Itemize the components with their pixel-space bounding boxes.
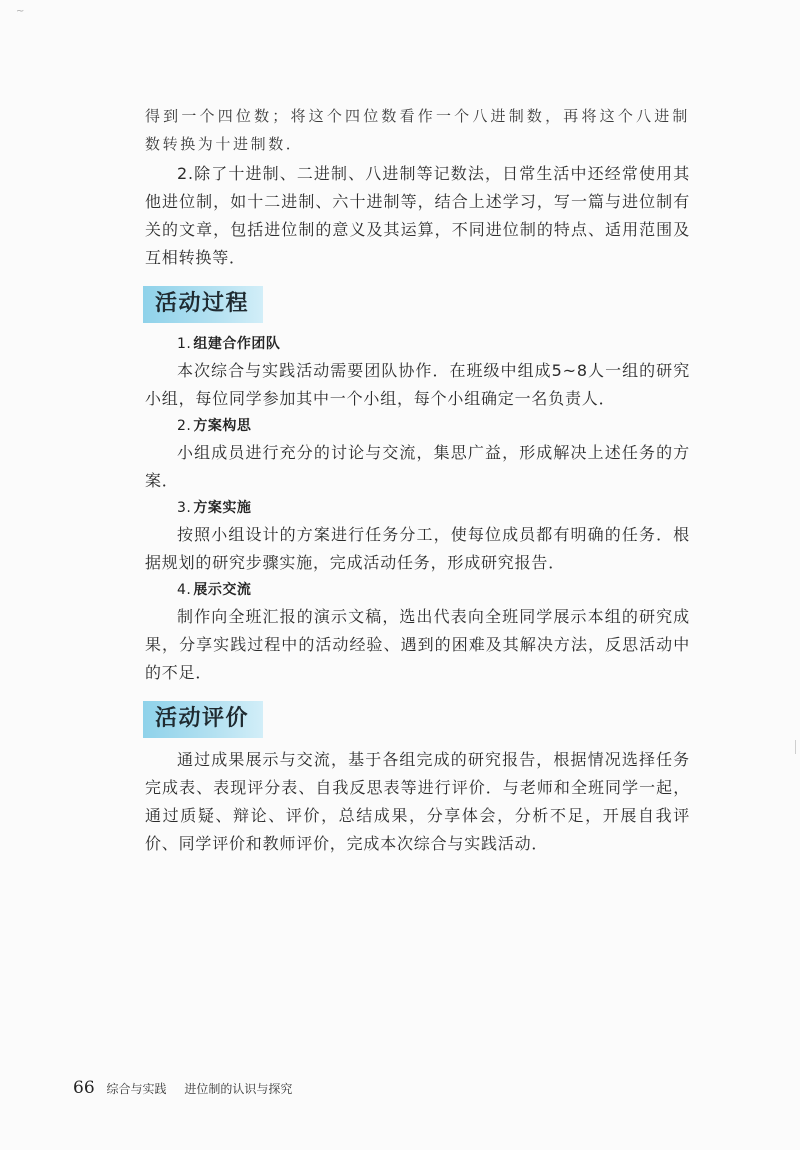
page-content bbox=[145, 102, 690, 858]
step-text: 本次综合与实践活动需要团队协作．在班级中组成5~8人一组的研究小组，每位同学参加其中一个小组，每个小组确定一名负责人． bbox=[145, 361, 690, 408]
step-title: 方案构思 bbox=[193, 418, 252, 434]
section-heading-evaluation: 活动评价 bbox=[143, 701, 263, 738]
step-number: 2. bbox=[177, 418, 192, 434]
step-text: 制作向全班汇报的演示文稿，选出代表向全班同学展示本组的研究成果，分享实践过程中的活动经验、遇到的困难及其解决方法，反思活动中的不足． bbox=[145, 607, 690, 682]
step-number: 1. bbox=[177, 336, 192, 352]
footer-chapter-title: 进位制的认识与探究 bbox=[184, 1082, 293, 1096]
step-title: 展示交流 bbox=[193, 582, 252, 598]
process-step bbox=[145, 413, 690, 495]
step-title: 方案实施 bbox=[193, 500, 252, 516]
process-step bbox=[145, 331, 690, 413]
footer-book-part: 综合与实践 bbox=[106, 1082, 167, 1096]
process-step bbox=[145, 495, 690, 577]
evaluation-paragraph: 通过成果展示与交流，基于各组完成的研究报告，根据情况选择任务完成表、表现评分表、自我反思表等进行评价．与老师和全班同学一起，通过质疑、辩论、评价，总结成果，分享体会，分析不足，开展自我评价、同学评价和教师评价，完成本次综合与实践活动． bbox=[145, 750, 690, 853]
section-heading-process: 活动过程 bbox=[143, 286, 263, 323]
process-step bbox=[145, 577, 690, 687]
step-number: 3. bbox=[177, 500, 192, 516]
step-heading bbox=[145, 413, 690, 439]
page-footer bbox=[73, 1078, 292, 1098]
step-heading bbox=[145, 495, 690, 521]
intro-paragraph-2: 2.除了十进制、二进制、八进制等记数法，日常生活中还经常使用其他进位制，如十二进制、六十进制等，结合上述学习，写一篇与进位制有关的文章，包括进位制的意义及其运算，不同进位制的特点、适用范围及互相转换等． bbox=[145, 164, 690, 267]
edge-mark bbox=[795, 740, 796, 754]
step-text: 按照小组设计的方案进行任务分工，使每位成员都有明确的任务．根据规划的研究步骤实施，完成活动任务，形成研究报告． bbox=[145, 525, 690, 572]
page-number: 66 bbox=[73, 1078, 95, 1098]
step-number: 4. bbox=[177, 582, 192, 598]
corner-mark: ~ bbox=[16, 6, 25, 17]
step-title: 组建合作团队 bbox=[193, 336, 281, 352]
step-text: 小组成员进行充分的讨论与交流，集思广益，形成解决上述任务的方案． bbox=[145, 443, 690, 490]
step-heading bbox=[145, 577, 690, 603]
step-heading bbox=[145, 331, 690, 357]
intro-paragraph-1: 得到一个四位数；将这个四位数看作一个八进制数，再将这个八进制数转换为十进制数． bbox=[145, 107, 690, 153]
